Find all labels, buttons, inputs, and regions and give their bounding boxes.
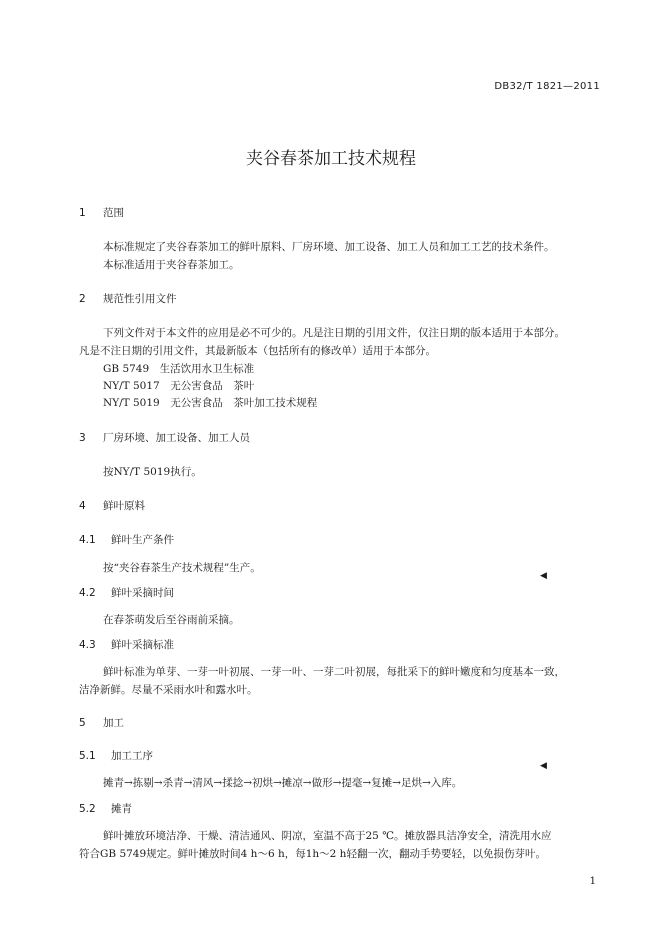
section-number: 4.2	[79, 587, 96, 599]
section-title: 加工	[103, 717, 124, 729]
standard-code: DB32/T 1821—2011	[494, 81, 600, 92]
section-1-heading	[79, 205, 124, 220]
section-4-heading	[79, 498, 145, 513]
left-triangle-icon: ◀	[540, 571, 547, 581]
paragraph-line: 本标准规定了夹谷春茶加工的鲜叶原料、厂房环境、加工设备、加工人员和加工工艺的技术条件。	[103, 241, 555, 253]
page-title: 夹谷春茶加工技术规程	[246, 149, 416, 169]
section-number: 4	[79, 500, 86, 512]
paragraph-line: 鲜叶标准为单芽、一芽一叶初展、一芽一叶、一芽二叶初展，每批采下的鲜叶嫩度和匀度基本一致，	[103, 666, 565, 678]
section-title: 鲜叶生产条件	[111, 534, 174, 546]
section-4-1-heading	[79, 532, 174, 547]
section-3-heading	[79, 430, 250, 445]
paragraph-line: 符合GB 5749规定。鲜叶摊放时间4 h～6 h，每1h～2 h轻翻一次，翻动手势要轻，以免损伤芽叶。	[79, 848, 546, 860]
section-number: 4.1	[79, 534, 96, 546]
paragraph-line: 下列文件对于本文件的应用是必不可少的。凡是注日期的引用文件，仅注日期的版本适用于本部分。	[103, 327, 565, 339]
section-5-heading	[79, 715, 124, 730]
process-flow: 摊青→拣剔→杀青→清风→揉捻→初烘→摊凉→做形→提毫→复摊→足烘→入库。	[103, 777, 463, 789]
section-title: 鲜叶原料	[103, 500, 145, 512]
paragraph-line: 按“夹谷春茶生产技术规程”生产。	[103, 562, 261, 574]
section-title: 厂房环境、加工设备、加工人员	[103, 432, 250, 444]
section-4-2-heading	[79, 585, 174, 600]
section-5-2-heading	[79, 801, 132, 816]
paragraph-line: 按NY/T 5019执行。	[103, 466, 202, 478]
section-title: 范围	[103, 207, 124, 219]
section-2-heading	[79, 291, 177, 306]
section-title: 鲜叶采摘标准	[111, 639, 174, 651]
section-title: 摊青	[111, 803, 132, 815]
section-number: 2	[79, 293, 86, 305]
paragraph-line: 洁净新鲜。尽量不采雨水叶和露水叶。	[79, 684, 258, 696]
section-number: 5.2	[79, 803, 96, 815]
reference-item: NY/T 5019 无公害食品 茶叶加工技术规程	[103, 397, 318, 409]
paragraph-line: 鲜叶摊放环境洁净、干燥、清洁通风、阴凉，室温不高于25 ℃。摊放器具洁净安全，清洗用水应	[103, 830, 552, 842]
page-number: 1	[589, 876, 596, 887]
section-number: 4.3	[79, 639, 96, 651]
reference-item: NY/T 5017 无公害食品 茶叶	[103, 380, 255, 392]
section-number: 3	[79, 432, 86, 444]
left-triangle-icon: ◀	[540, 761, 547, 771]
paragraph-line: 凡是不注日期的引用文件，其最新版本（包括所有的修改单）适用于本部分。	[79, 345, 436, 357]
section-title: 加工工序	[111, 750, 153, 762]
section-number: 5.1	[79, 750, 96, 762]
section-number: 5	[79, 717, 86, 729]
paragraph-line: 在春茶萌发后至谷雨前采摘。	[103, 614, 240, 626]
section-4-3-heading	[79, 637, 174, 652]
section-title: 鲜叶采摘时间	[111, 587, 174, 599]
paragraph-line: 本标准适用于夹谷春茶加工。	[103, 259, 240, 271]
section-number: 1	[79, 207, 86, 219]
reference-item: GB 5749 生活饮用水卫生标准	[103, 363, 255, 375]
section-title: 规范性引用文件	[103, 293, 177, 305]
section-5-1-heading	[79, 748, 153, 763]
